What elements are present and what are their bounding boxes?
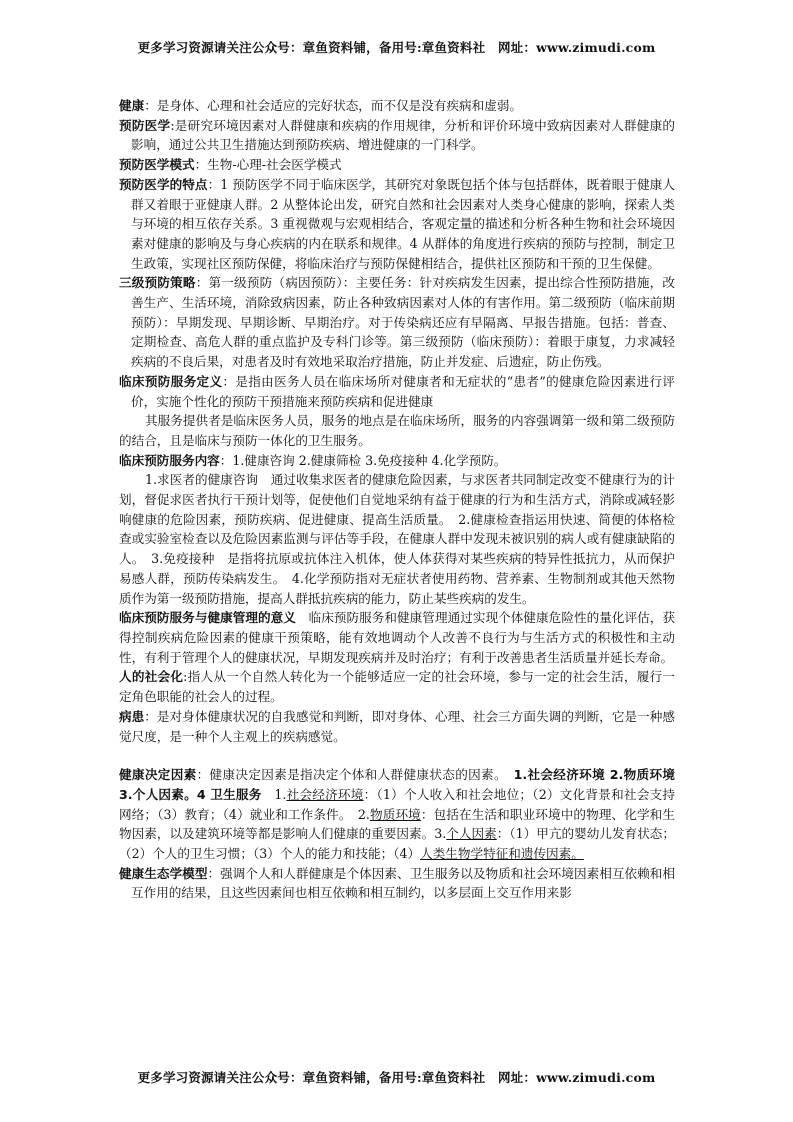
definition-clinical-prevention-def: ：是指由医务人员在临床场所对健康者和无症状的“患者”的健康危险因素进行评价，实施个性化的预防干预措施来预防疾病和促进健康	[131, 373, 675, 409]
definition-socialization: :指人从一个自然人转化为一个能够适应一定的社会环境，参与一定的社会生活，履行一定角色职能的社会人的过程。	[119, 669, 676, 705]
definition-features: ：1 预防医学不同于临床医学，其研究对象既包括个体与包括群体，既着眼于健康人群又着眼于亚健康人群。2 从整体论出发，研究自然和社会因素对人类身心健康的影响，探索人类与环境的相互依存关系。3 重视微观与宏观相结合，客观定量的描述和分析各种生物和社会环境因素对健康的影响及与身心疾病的内在联系和规律。4 从群体的角度进行疾病的预防与控制，制定卫生政策，实现社区预防保健，将临床治疗与预防保健相结合，提供社区预防和干预的卫生保健。	[131, 176, 675, 271]
paragraph-service-provider: 其服务提供者是临床医务人员，服务的地点是在临床场所，服务的内容强调第一级和第二级预防的结合，且是临床与预防一体化的卫生服务。	[119, 413, 675, 448]
term-medical-model: 预防医学模式	[119, 157, 195, 173]
determinants-text-5: ：（1）甲亢的婴幼儿发育状态；（2）个人的卫生习惯；（3）个人的能力和技能；（4）	[119, 826, 676, 862]
term-clinical-prevention-def: 临床预防服务定义	[119, 373, 223, 389]
determinants-text-3: ：（1）个人收入和社会地位；（2）文化背景和社会支持网络；（3）教育；（4）就业和工作条件。 2.	[119, 786, 675, 822]
definition-health: ：是身体、心理和社会适应的完好状态，而不仅是没有疾病和虚弱。	[144, 98, 522, 113]
paragraph-ecology-model	[119, 864, 675, 903]
paragraph-health	[119, 96, 675, 116]
definition-illness: ：是对身体健康状况的自我感觉和判断，即对身体、心理、社会三方面失调的判断，它是一种感觉尺度，是一种个人主观上的疾病感觉。	[119, 708, 676, 744]
term-service-content: 临床预防服务内容	[119, 452, 220, 468]
paragraph-medical-model	[119, 155, 675, 175]
definition-medical-model: ：生物-心理-社会医学模式	[194, 157, 342, 173]
page-footer: 更多学习资源请关注公众号：章鱼资料铺，备用号:章鱼资料社 网址：www.zimudi.com	[137, 1070, 656, 1085]
paragraph-features	[119, 175, 675, 274]
term-ecology-model: 健康生态学模型	[119, 865, 208, 881]
personal-factors: 个人因素	[446, 826, 497, 842]
paragraph-preventive-medicine	[119, 116, 675, 155]
term-health: 健康	[119, 98, 145, 113]
blank-line	[119, 746, 675, 765]
paragraph-socialization	[119, 667, 675, 706]
paragraph-illness	[119, 707, 675, 746]
paragraph-clinical-prevention-def	[119, 372, 675, 411]
paragraph-significance	[119, 608, 675, 667]
term-determinants: 健康决定因素	[119, 767, 197, 783]
definition-preventive-medicine: :是研究环境因素对人群健康和疾病的作用规律，分析和评价环境中致病因素对人群健康的影响，通过公共卫生措施达到预防疾病、增进健康的一门科学。	[131, 117, 675, 153]
term-preventive-medicine: 预防医学	[119, 117, 171, 133]
determinants-list: 1.社会经济环境 2.物质环境 3.个人因素。4 卫生服务	[119, 767, 676, 802]
definition-significance: 临床预防服务和健康管理通过实现个体健康危险性的量化评估，获得控制疾病危险因素的健康干预策略，能有效地调动个人改善不良行为与生活方式的积极性和主动性，有利于管理个人的健康状况，早期发现疾病并及时治疗；有利于改善患者生活质量并延长寿命。	[119, 610, 676, 665]
term-significance: 临床预防服务与健康管理的意义	[119, 610, 296, 626]
definition-service-content: ：1.健康咨询 2.健康筛检 3.免疫接种 4.化学预防。	[219, 452, 507, 468]
determinants-text-2: 1.	[261, 786, 287, 802]
definition-ecology-model: ：强调个人和人群健康是个体因素、卫生服务以及物质和社会环境因素相互依赖和相互作用的结果，且这些因素间也相互依赖和相互制约，以多层面上交互作用来影	[131, 865, 676, 901]
socioeconomic-environment: 社会经济环境	[286, 786, 364, 802]
paragraph-three-level	[119, 273, 675, 372]
paragraph-service-content	[119, 451, 675, 471]
determinants-text-4: ：包括在生活和职业环境中的物理、化学和生物因素，以及建筑环境等都是影响人们健康的重要因素。3.	[119, 806, 675, 842]
term-illness: 病患	[119, 708, 145, 724]
physical-environment: 物质环境	[369, 806, 421, 822]
paragraph-determinants	[119, 765, 675, 864]
term-three-level: 三级预防策略	[119, 275, 196, 291]
page-header: 更多学习资源请关注公众号：章鱼资料铺，备用号:章鱼资料社 网址：www.zimudi.com	[137, 40, 656, 55]
biology-genetics: 人类生物学特征和遗传因素。	[420, 846, 584, 862]
document-body	[119, 96, 675, 903]
term-features: 预防医学的特点	[119, 176, 208, 192]
term-socialization: 人的社会化	[119, 669, 184, 685]
determinants-text-1: ：健康决定因素是指决定个体和人群健康状态的因素。	[196, 767, 514, 783]
paragraph-service-detail: 1.求医者的健康咨询 通过收集求医者的健康危险因素，与求医者共同制定改变不健康行为的计划，督促求医者执行干预计划等，促使他们自觉地采纳有益于健康的行为和生活方式，消除或减轻影响健康的危险因素，预防疾病、促进健康、提高生活质量。 2.健康检查指运用快速、简便的体格检查或实验室检查以及危险因素监测与评估等手段，在健康人群中发现未被识别的病人或有健康缺陷的人。 3.免疫接种 是指将抗原或抗体注入机体，使人体获得对某些疾病的特异性抵抗力，从而保护易感人群，预防传染病发生。 4.化学预防指对无症状者使用药物、营养素、生物制剂或其他天然物质作为第一级预防措施，提高人群抵抗疾病的能力，防止某些疾病的发生。	[119, 472, 675, 606]
definition-three-level: ：第一级预防（病因预防）：主要任务：针对疾病发生因素，提出综合性预防措施，改善生产、生活环境，消除致病因素，防止各种致病因素对人体的有害作用。第二级预防（临床前期预防）：早期发现、早期诊断、早期治疗。对于传染病还应有早隔离、早报告措施。包括：普查、定期检查、高危人群的重点监护及专科门诊等。第三级预防（临床预防）：着眼于康复，力求减轻疾病的不良后果，对患者及时有效地采取治疗措施，防止并发症、后遗症，防止伤残。	[131, 275, 675, 370]
